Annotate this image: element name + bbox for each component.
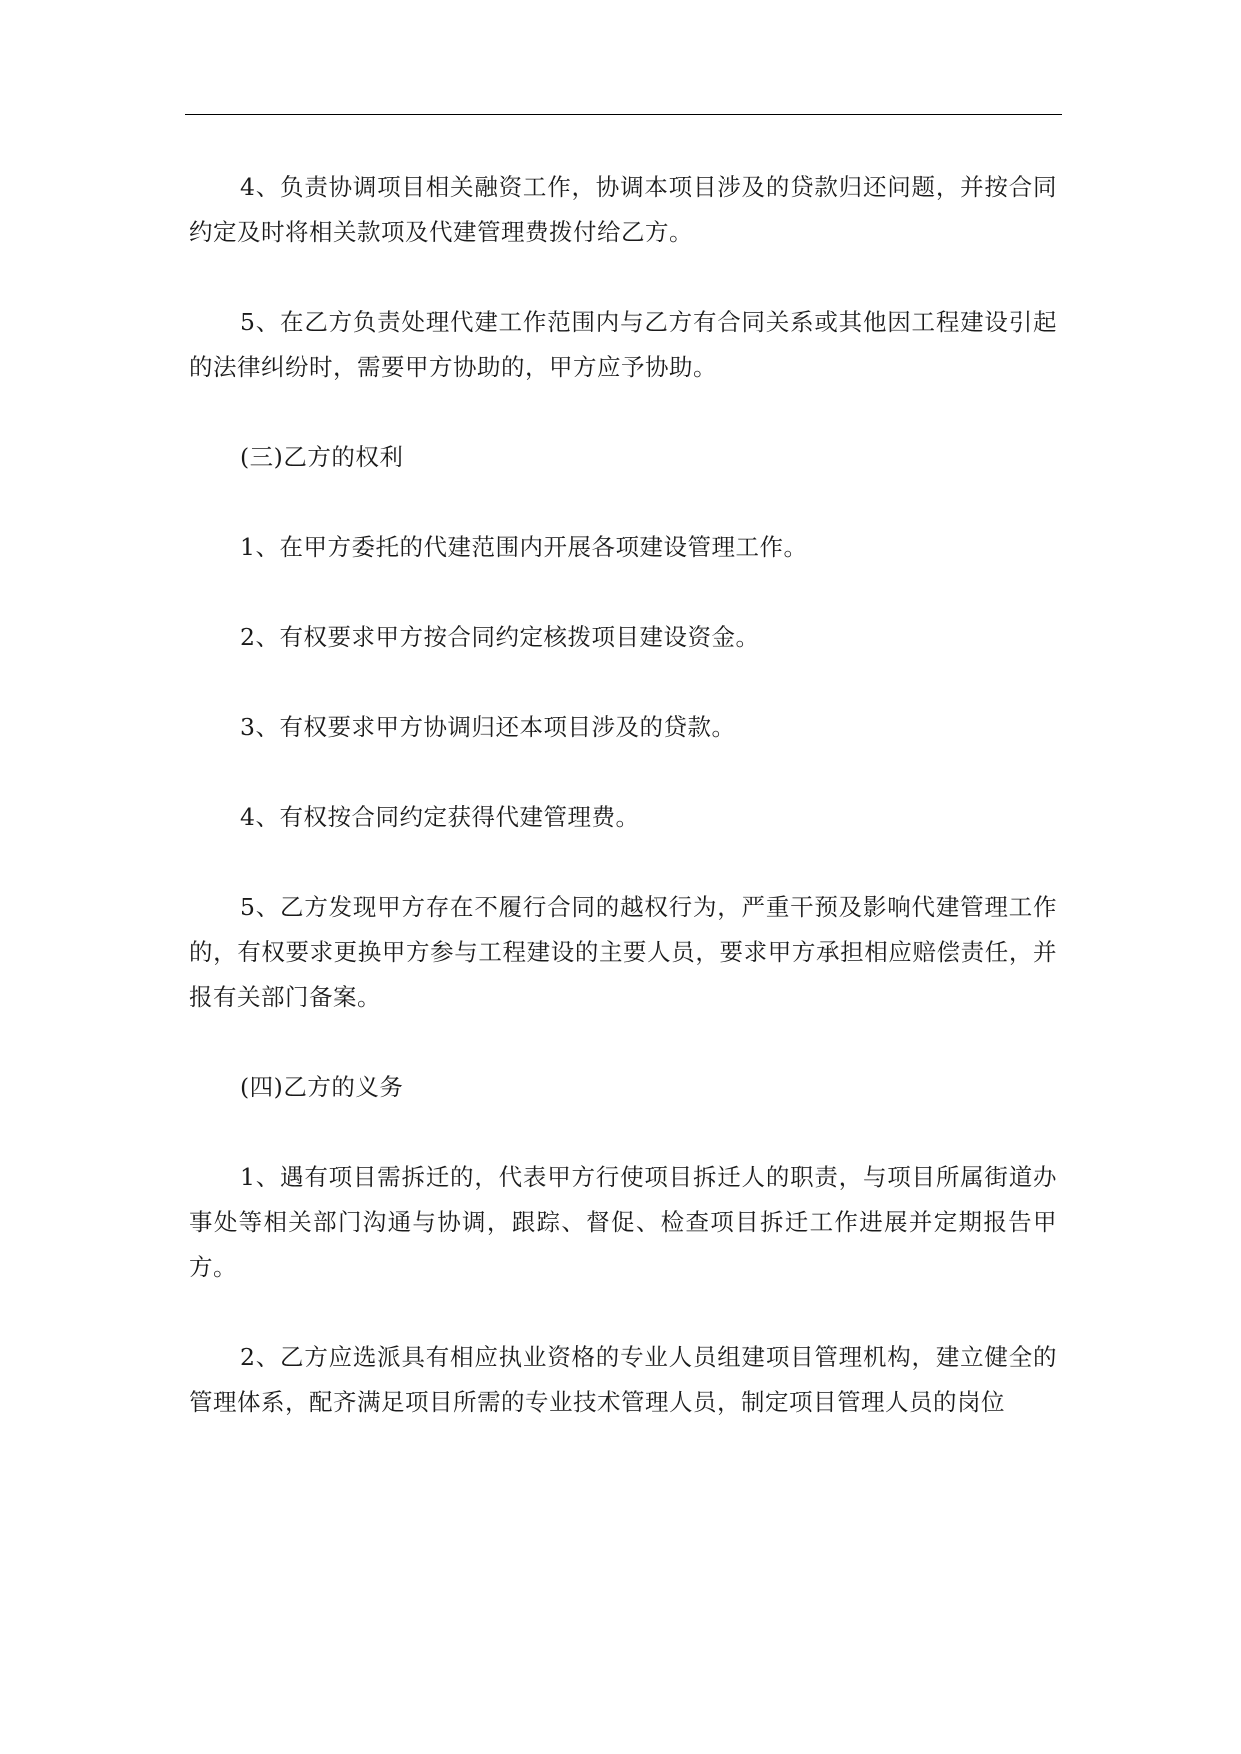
- paragraph-party-b-obligation-1: 1、遇有项目需拆迁的，代表甲方行使项目拆迁人的职责，与项目所属街道办事处等相关部门沟通与协调，跟踪、督促、检查项目拆迁工作进展并定期报告甲方。: [189, 1163, 1057, 1281]
- paragraph-party-b-right-3: 3、有权要求甲方协调归还本项目涉及的贷款。: [240, 713, 736, 741]
- section-heading-party-b-rights: (三)乙方的权利: [240, 443, 404, 471]
- paragraph-party-b-right-4: 4、有权按合同约定获得代建管理费。: [240, 803, 640, 831]
- paragraph-party-b-right-1: 1、在甲方委托的代建范围内开展各项建设管理工作。: [240, 533, 808, 561]
- section-heading-party-b-obligations: (四)乙方的义务: [240, 1073, 404, 1101]
- paragraph-party-a-duty-4: 4、负责协调项目相关融资工作，协调本项目涉及的贷款归还问题，并按合同约定及时将相关款项及代建管理费拨付给乙方。: [189, 173, 1057, 246]
- header-rule: [185, 114, 1062, 115]
- paragraph-party-a-duty-5: 5、在乙方负责处理代建工作范围内与乙方有合同关系或其他因工程建设引起的法律纠纷时，需要甲方协助的，甲方应予协助。: [189, 308, 1057, 381]
- paragraph-party-b-right-5: 5、乙方发现甲方存在不履行合同的越权行为，严重干预及影响代建管理工作的，有权要求更换甲方参与工程建设的主要人员，要求甲方承担相应赔偿责任，并报有关部门备案。: [189, 893, 1057, 1011]
- document-body: [189, 165, 1057, 1425]
- paragraph-party-b-right-2: 2、有权要求甲方按合同约定核拨项目建设资金。: [240, 623, 760, 651]
- paragraph-party-b-obligation-2: 2、乙方应选派具有相应执业资格的专业人员组建项目管理机构，建立健全的管理体系，配齐满足项目所需的专业技术管理人员，制定项目管理人员的岗位: [189, 1343, 1057, 1416]
